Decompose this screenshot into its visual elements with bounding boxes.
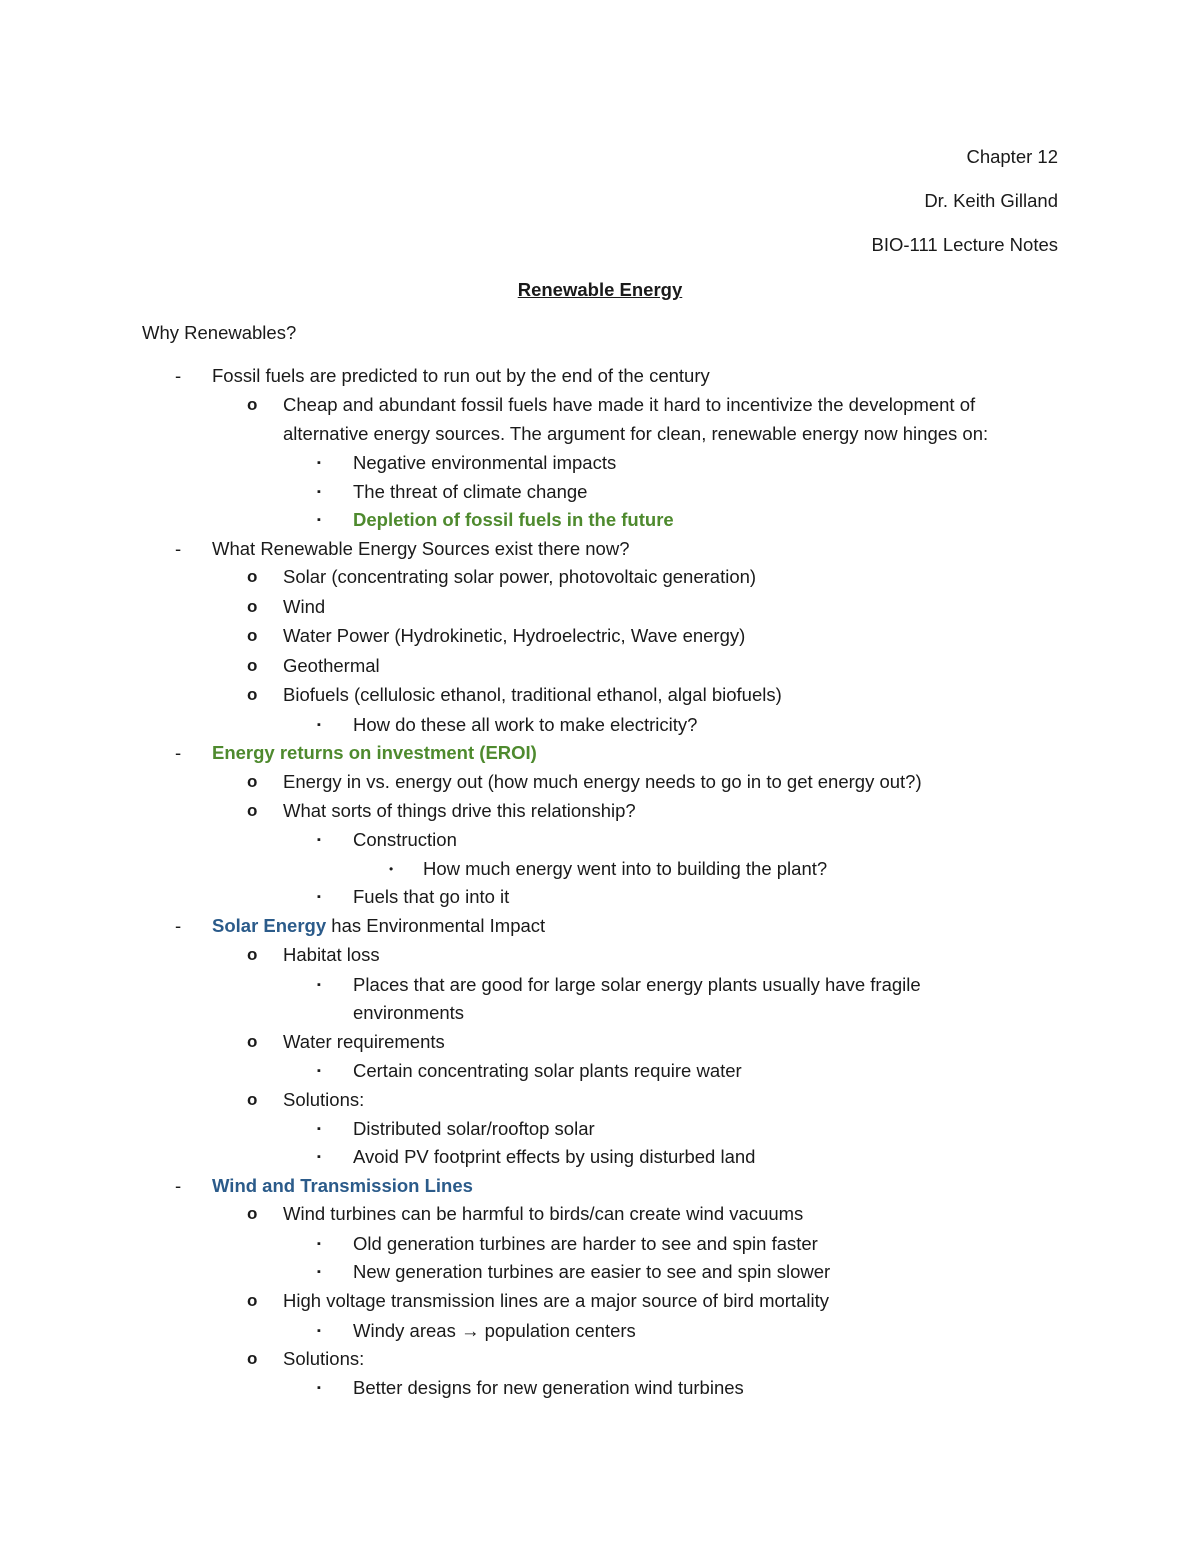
- chapter-label: Chapter 12: [966, 146, 1058, 167]
- circle-marker: o: [247, 801, 258, 820]
- circle-marker: o: [247, 685, 258, 704]
- square-bullet-icon: ▪: [317, 1065, 321, 1077]
- highlighted-text: Depletion of fossil fuels in the future: [353, 509, 674, 530]
- list-item-text: Solar (concentrating solar power, photovoltaic generation): [283, 566, 757, 587]
- list-item-text: Water requirements: [283, 1031, 445, 1052]
- list-item-text-part: Windy areas: [353, 1320, 461, 1341]
- bullet-icon: •: [389, 862, 394, 876]
- dash-marker: -: [175, 742, 182, 763]
- square-bullet-icon: ▪: [317, 1325, 321, 1337]
- dash-marker: -: [175, 538, 182, 559]
- list-item-text: Habitat loss: [283, 944, 380, 965]
- highlighted-text: Solar Energy: [212, 915, 327, 936]
- list-item-text: How much energy went into to building the plant?: [423, 858, 828, 879]
- circle-marker: o: [247, 395, 258, 414]
- square-bullet-icon: ▪: [317, 486, 321, 498]
- square-bullet-icon: ▪: [317, 834, 321, 846]
- list-item-text: Energy in vs. energy out (how much energy needs to go in to get energy out?): [283, 771, 922, 792]
- list-item-text: Solutions:: [283, 1348, 365, 1369]
- square-bullet-icon: ▪: [317, 891, 321, 903]
- list-item-text: High voltage transmission lines are a major source of bird mortality: [283, 1290, 829, 1311]
- list-item-text: What sorts of things drive this relationship?: [283, 800, 636, 821]
- circle-marker: o: [247, 1032, 258, 1051]
- course-label: BIO-111 Lecture Notes: [871, 234, 1058, 255]
- circle-marker: o: [247, 1090, 258, 1109]
- list-item-text: Distributed solar/rooftop solar: [353, 1118, 595, 1139]
- list-item-text: How do these all work to make electricity?: [353, 714, 698, 735]
- list-item-text: Fossil fuels are predicted to run out by the end of the century: [212, 365, 710, 386]
- list-item-text: Biofuels (cellulosic ethanol, traditional ethanol, algal biofuels): [283, 684, 782, 705]
- list-item-text: Avoid PV footprint effects by using disturbed land: [353, 1146, 756, 1167]
- section-heading: Why Renewables?: [142, 322, 297, 343]
- highlighted-text: Energy returns on investment (EROI): [212, 742, 537, 763]
- list-item-text: Construction: [353, 829, 457, 850]
- dash-marker: -: [175, 1175, 182, 1196]
- circle-marker: o: [247, 1204, 258, 1223]
- list-item-text: Wind turbines can be harmful to birds/can create wind vacuums: [283, 1203, 804, 1224]
- list-item-text: Water Power (Hydrokinetic, Hydroelectric, Wave energy): [283, 625, 746, 646]
- list-item-text: Geothermal: [283, 655, 380, 676]
- circle-marker: o: [247, 945, 258, 964]
- document-title: Renewable Energy: [517, 279, 683, 300]
- list-item-text: Fuels that go into it: [353, 886, 510, 907]
- square-bullet-icon: ▪: [317, 979, 321, 991]
- circle-marker: o: [247, 1349, 258, 1368]
- list-item-text: What Renewable Energy Sources exist there now?: [212, 538, 630, 559]
- list-item-text: Places that are good for large solar energy plants usually have fragile: [353, 974, 921, 995]
- square-bullet-icon: ▪: [317, 1151, 321, 1163]
- square-bullet-icon: ▪: [317, 1123, 321, 1135]
- square-bullet-icon: ▪: [317, 1382, 321, 1394]
- list-item-text: Wind: [283, 596, 326, 617]
- list-item-text: Negative environmental impacts: [353, 452, 617, 473]
- list-item-text: New generation turbines are easier to see and spin slower: [353, 1261, 831, 1282]
- circle-marker: o: [247, 656, 258, 675]
- highlighted-text: Wind and Transmission Lines: [212, 1175, 473, 1196]
- square-bullet-icon: ▪: [317, 719, 321, 731]
- list-item-text: alternative energy sources. The argument for clean, renewable energy now hinges on:: [283, 423, 989, 444]
- list-item-text: Solutions:: [283, 1089, 365, 1110]
- right-arrow-icon: →: [460, 1320, 480, 1341]
- circle-marker: o: [247, 567, 258, 586]
- square-bullet-icon: ▪: [317, 514, 321, 526]
- list-item-text: Cheap and abundant fossil fuels have made it hard to incentivize the development of: [283, 394, 976, 415]
- circle-marker: o: [247, 626, 258, 645]
- list-item-text: Old generation turbines are harder to see and spin faster: [353, 1233, 818, 1254]
- list-item-text-part: population centers: [479, 1320, 636, 1341]
- author-label: Dr. Keith Gilland: [924, 190, 1058, 211]
- dash-marker: -: [175, 365, 182, 386]
- list-item-text: The threat of climate change: [353, 481, 588, 502]
- list-item-text: Better designs for new generation wind turbines: [353, 1377, 744, 1398]
- list-item-text: environments: [353, 1002, 465, 1023]
- circle-marker: o: [247, 597, 258, 616]
- circle-marker: o: [247, 772, 258, 791]
- list-item-text: [353, 1319, 636, 1343]
- square-bullet-icon: ▪: [317, 1266, 321, 1278]
- square-bullet-icon: ▪: [317, 1238, 321, 1250]
- list-item-text-rest: has Environmental Impact: [326, 915, 546, 936]
- dash-marker: -: [175, 915, 182, 936]
- list-item-text: Certain concentrating solar plants require water: [353, 1060, 742, 1081]
- circle-marker: o: [247, 1291, 258, 1310]
- square-bullet-icon: ▪: [317, 457, 321, 469]
- list-item-text: [212, 914, 545, 938]
